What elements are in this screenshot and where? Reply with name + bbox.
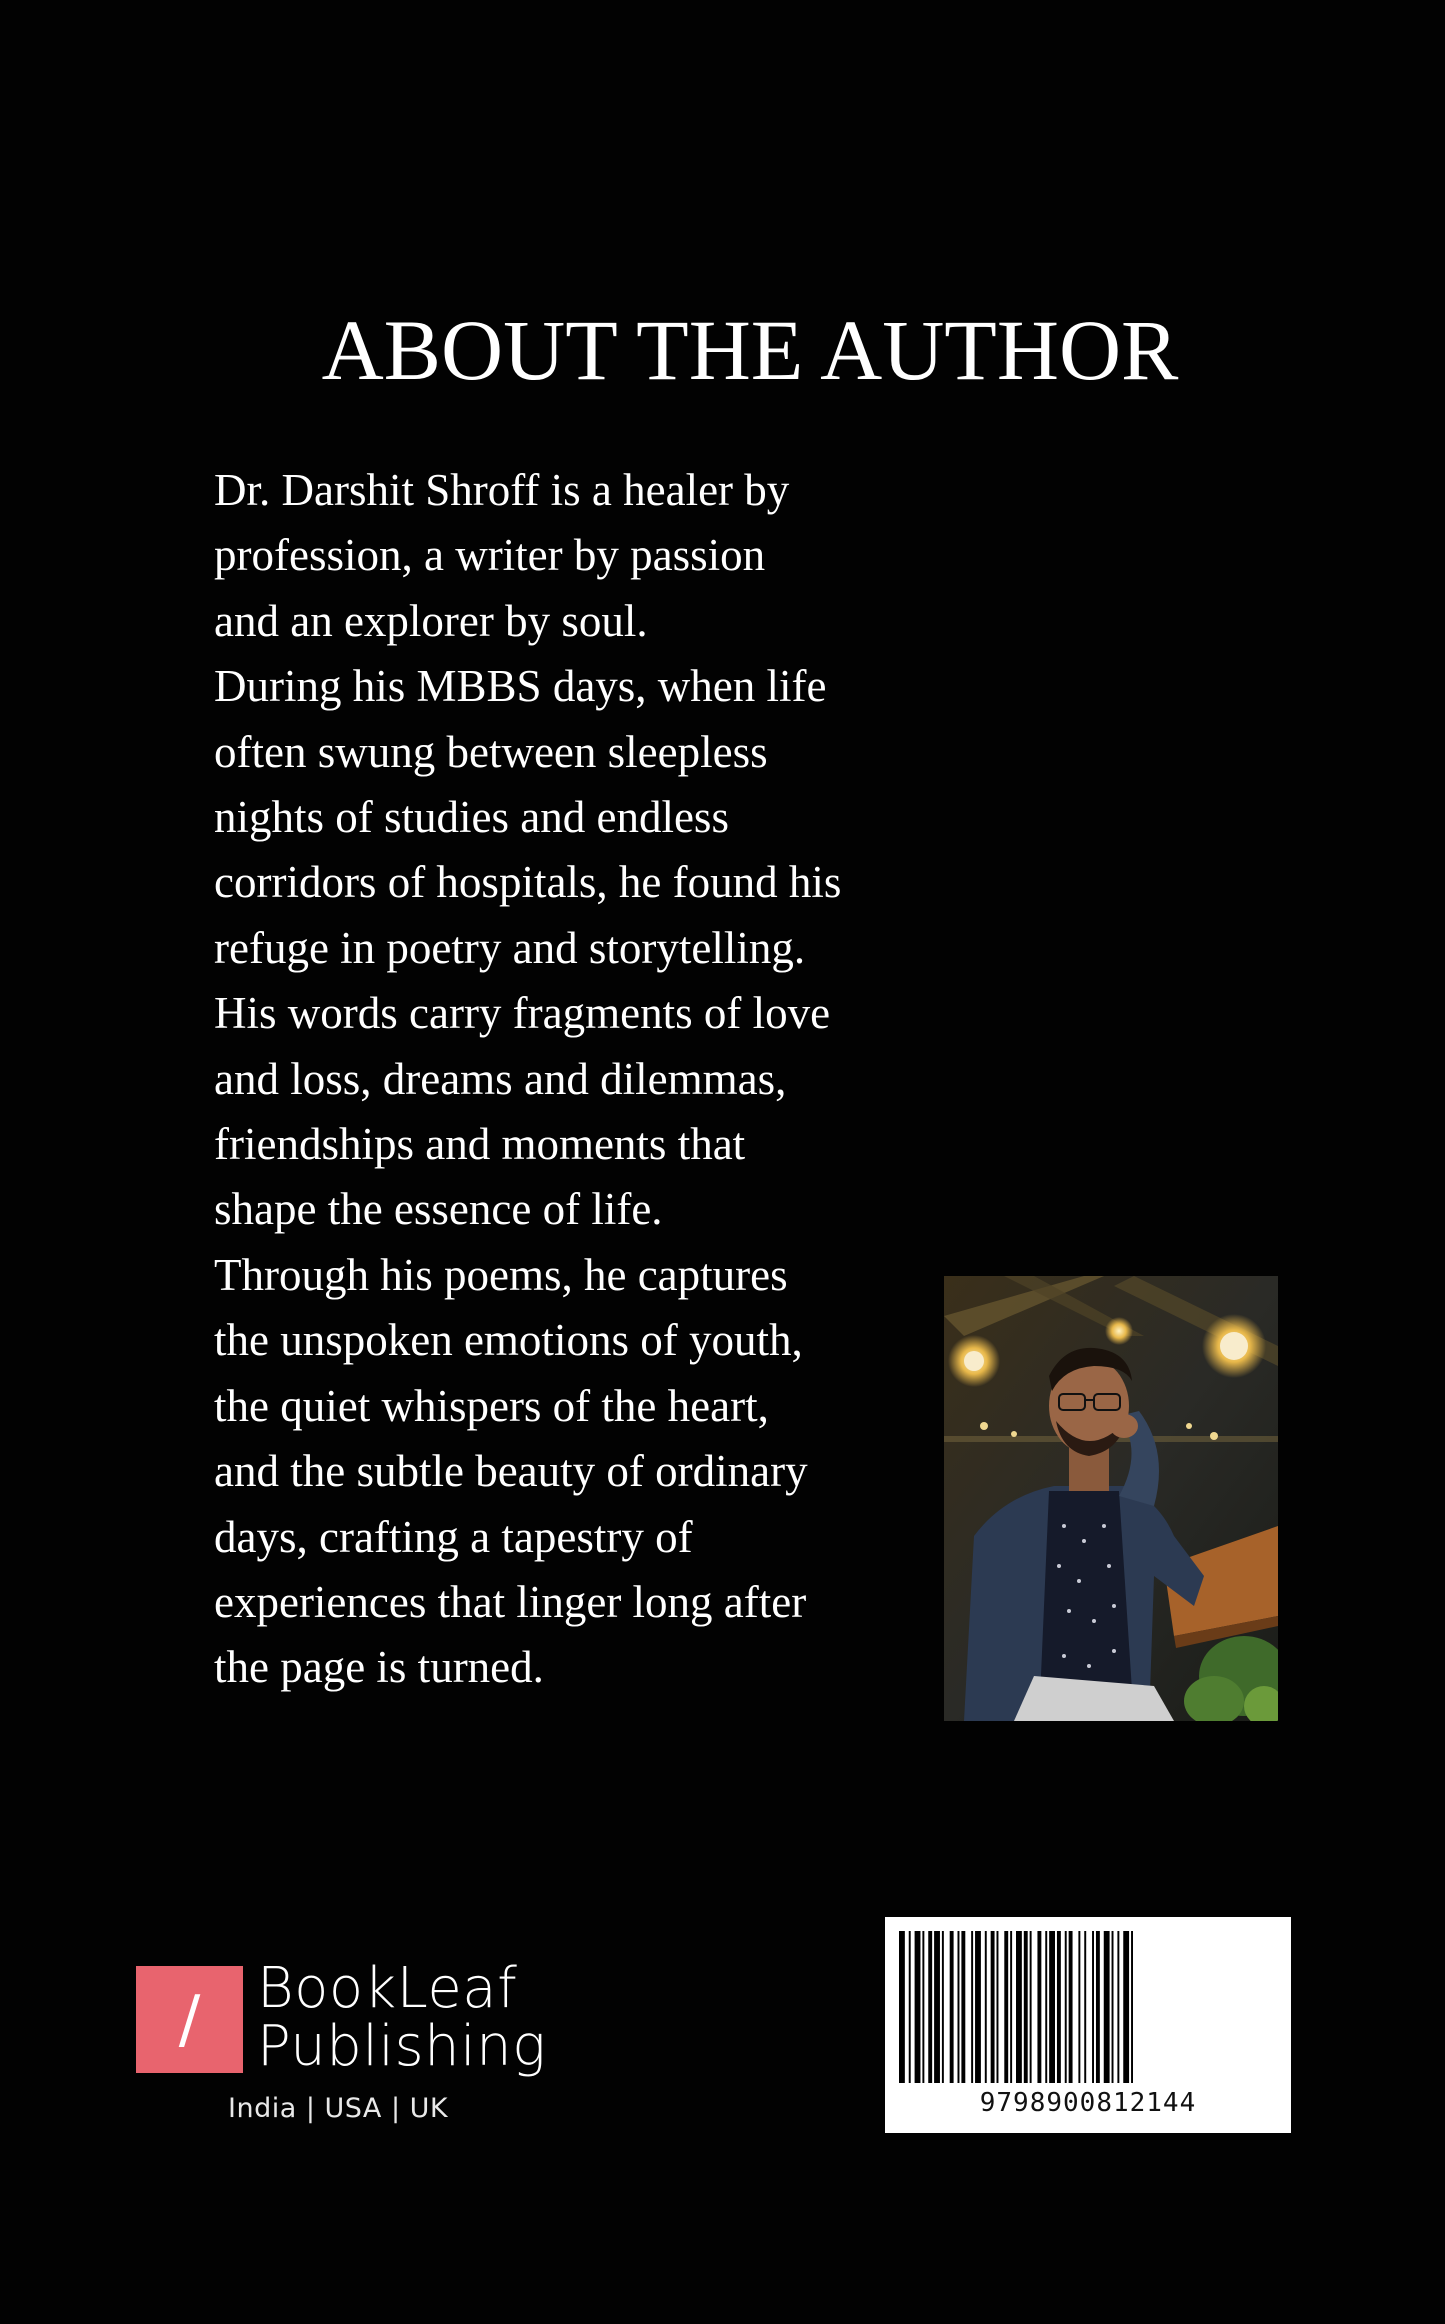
barcode-bar [1117, 1931, 1119, 2083]
publisher-name-line2: Publishing [257, 2014, 547, 2079]
barcode-bar [942, 1931, 944, 2083]
barcode-bar [909, 1931, 911, 2083]
publisher-regions: India | USA | UK [228, 2093, 449, 2124]
author-bio [214, 458, 934, 1701]
barcode-bar [922, 1931, 924, 2083]
bio-line: friendships and moments that [214, 1119, 746, 1170]
barcode-bar [975, 1931, 981, 2083]
bio-line: and the subtle beauty of ordinary [214, 1446, 808, 1497]
publisher-name-line1: BookLeaf [257, 1956, 518, 2021]
bio-line: His words carry fragments of love [214, 988, 831, 1039]
barcode-bar [1030, 1931, 1032, 2083]
barcode-bar [934, 1931, 940, 2083]
bio-line: profession, a writer by passion [214, 530, 766, 581]
bio-line: often swung between sleepless [214, 726, 768, 777]
barcode-bar [991, 1931, 995, 2083]
barcode-bar [1057, 1931, 1061, 2083]
publisher-logo-mark [136, 1966, 243, 2073]
bio-line: During his MBBS days, when life [214, 661, 827, 712]
barcode-bar [1010, 1931, 1012, 2083]
barcode-bar [1104, 1931, 1110, 2083]
bio-line: the quiet whispers of the heart, [214, 1380, 769, 1431]
barcode-bar [985, 1931, 987, 2083]
bio-line: experiences that linger long after [214, 1576, 807, 1627]
bio-line: Through his poems, he captures [214, 1249, 788, 1300]
barcode-bar [1065, 1931, 1067, 2083]
barcode-bar [997, 1931, 999, 2083]
barcode-bar [958, 1931, 960, 2083]
barcode-bar [1037, 1931, 1041, 2083]
barcode-bar [1092, 1931, 1094, 2083]
barcode-bar [1049, 1931, 1055, 2083]
barcode-bar [1004, 1931, 1008, 2083]
barcode-bar [915, 1931, 921, 2083]
bio-line: shape the essence of life. [214, 1184, 663, 1235]
isbn-number: 9798900812144 [979, 2088, 1197, 2118]
bio-line: corridors of hospitals, he found his [214, 857, 842, 908]
barcode-bar [1112, 1931, 1114, 2083]
barcode-bar [1045, 1931, 1047, 2083]
barcode-bar [1131, 1931, 1133, 2083]
isbn-barcode [885, 1917, 1291, 2133]
barcode-bar [1069, 1931, 1073, 2083]
barcode-bar [961, 1931, 965, 2083]
publisher-logo [136, 1956, 556, 2130]
barcode-bar [1096, 1931, 1100, 2083]
barcode-bar [950, 1931, 954, 2083]
bio-line: refuge in poetry and storytelling. [214, 922, 806, 973]
bio-line: the unspoken emotions of youth, [214, 1315, 803, 1366]
bio-line: nights of studies and endless [214, 792, 729, 843]
barcode-bar [928, 1931, 932, 2083]
barcode-bar [1084, 1931, 1086, 2083]
bio-line: the page is turned. [214, 1642, 544, 1693]
slash-icon: / [178, 1982, 201, 2057]
barcode-bar [1016, 1931, 1022, 2083]
bio-line: Dr. Darshit Shroff is a healer by [214, 465, 790, 515]
bio-line: days, crafting a tapestry of [214, 1511, 693, 1562]
barcode-bar [1123, 1931, 1129, 2083]
bio-line: and an explorer by soul. [214, 595, 648, 646]
barcode-bar [1078, 1931, 1080, 2083]
bio-line: and loss, dreams and dilemmas, [214, 1053, 787, 1104]
page-title: ABOUT THE AUTHOR [321, 302, 1179, 398]
publisher-name [257, 1956, 547, 2079]
author-photo [944, 1276, 1278, 1721]
barcode-bar [899, 1931, 905, 2083]
barcode-bar [1024, 1931, 1028, 2083]
barcode-bar [971, 1931, 973, 2083]
